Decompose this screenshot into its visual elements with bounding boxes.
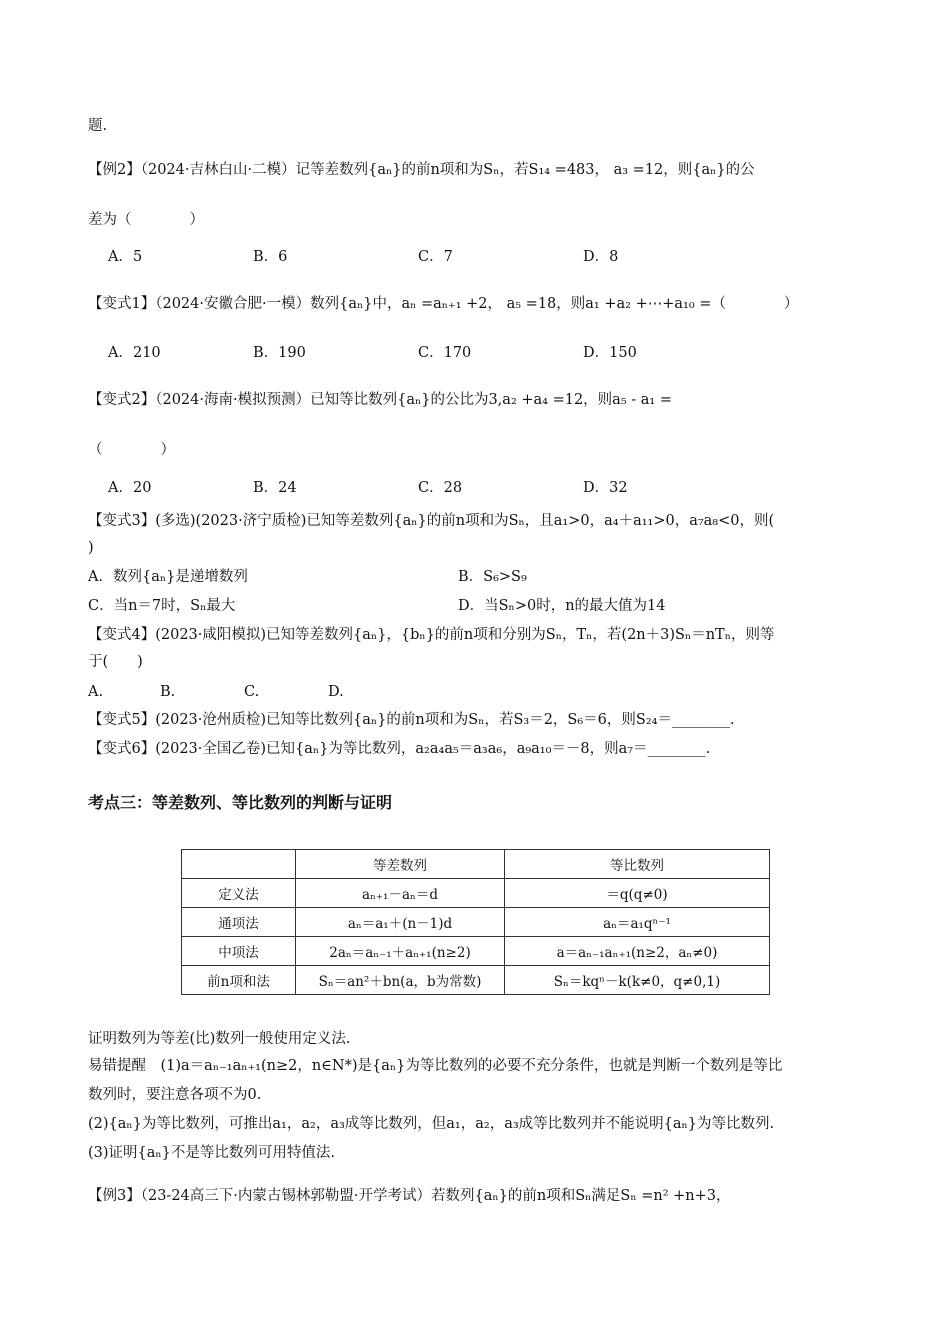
table-cell: Sₙ＝kqⁿ－k(k≠0，q≠0,1) (505, 966, 770, 995)
option-d: D．8 (583, 249, 619, 265)
table-header-cell: 等比数列 (505, 850, 770, 879)
option-b: B．S₆>S₉ (458, 569, 527, 585)
table-cell: aₙ₊₁－aₙ＝d (296, 879, 505, 908)
option-b: B．190 (253, 345, 306, 361)
option-d: D. (328, 684, 344, 700)
option-c: C. (244, 684, 260, 700)
note-line: 易错提醒 (1)a＝aₙ₋₁aₙ₊₁(n≥2，n∈N*)是{aₙ}为等比数列的必要不充分条件，也就是判断一个数列是等比 (88, 1058, 783, 1074)
table-header-cell (182, 850, 296, 879)
option-c: C．当n＝7时，Sₙ最大 (88, 598, 236, 614)
variant-5-question: 【变式5】(2023·沧州质检)已知等比数列{aₙ}的前n项和为Sₙ，若S₃＝2，S₆＝6，则S₂₄＝________. (88, 712, 735, 728)
option-a: A. (88, 684, 104, 700)
table-header-cell: 等差数列 (296, 850, 505, 879)
option-b: B．24 (253, 480, 297, 496)
option-b: B．6 (253, 249, 288, 265)
option-a: A．20 (108, 480, 152, 496)
table-cell: ＝q(q≠0) (505, 879, 770, 908)
variant-4-question-cont: 于( ) (88, 654, 143, 670)
table-cell: a＝aₙ₋₁aₙ₊₁(n≥2，aₙ≠0) (505, 937, 770, 966)
text-line: 题. (88, 118, 108, 134)
option-a: A．5 (108, 249, 143, 265)
section-title: 考点三：等差数列、等比数列的判断与证明 (88, 793, 393, 812)
variant-2-question: 【变式2】（2024·海南·模拟预测）已知等比数列{aₙ}的公比为3,a₂ +a₄ =12，则a₅ - a₁ = (88, 392, 672, 408)
table-cell: 2aₙ＝aₙ₋₁＋aₙ₊₁(n≥2) (296, 937, 505, 966)
variant-1-question: 【变式1】（2024·安徽合肥·一模）数列{aₙ}中，aₙ =aₙ₊₁ +2， a₅ =18，则a₁ +a₂ +⋯+a₁₀ =（ ） (88, 296, 799, 312)
table-cell: 定义法 (182, 879, 296, 908)
option-c: C．28 (418, 480, 463, 496)
option-b: B. (160, 684, 176, 700)
table-cell: aₙ＝a₁＋(n－1)d (296, 908, 505, 937)
table-row (182, 879, 770, 908)
variant-3-question: 【变式3】(多选)(2023·济宁质检)已知等差数列{aₙ}的前n项和为Sₙ，且a₁>0，a₄＋a₁₁>0，a₇a₈<0，则( (88, 513, 775, 529)
option-d: D．32 (583, 480, 628, 496)
option-a: A．数列{aₙ}是递增数列 (88, 569, 248, 585)
option-d: D．150 (583, 345, 637, 361)
note-line: 数列时，要注意各项不为0. (88, 1087, 262, 1103)
option-a: A．210 (108, 345, 161, 361)
table-cell: aₙ＝a₁qⁿ⁻¹ (505, 908, 770, 937)
table-cell: Sₙ＝an²＋bn(a，b为常数) (296, 966, 505, 995)
variant-4-question: 【变式4】(2023·咸阳模拟)已知等差数列{aₙ}，{bₙ}的前n项和分别为Sₙ，Tₙ，若(2n＋3)Sₙ＝nTₙ，则等 (88, 627, 775, 643)
example-2-question-cont: 差为（ ） (88, 212, 204, 228)
note-line: 证明数列为等差(比)数列一般使用定义法. (88, 1031, 351, 1047)
option-d: D．当Sₙ>0时，n的最大值为14 (458, 598, 666, 614)
option-c: C．7 (418, 249, 453, 265)
note-line: (2){aₙ}为等比数列，可推出a₁，a₂，a₃成等比数列，但a₁，a₂，a₃成等比数列并不能说明{aₙ}为等比数列. (88, 1116, 775, 1132)
variant-3-question-cont: ) (88, 540, 94, 556)
option-c: C．170 (418, 345, 472, 361)
example-3-question: 【例3】（23-24高三下·内蒙古锡林郭勒盟·开学考试）若数列{aₙ}的前n项和Sₙ满足Sₙ =n² +n+3， (88, 1188, 731, 1204)
table-cell: 通项法 (182, 908, 296, 937)
table-cell: 中项法 (182, 937, 296, 966)
note-line: (3)证明{aₙ}不是等比数列可用特值法. (88, 1145, 336, 1161)
variant-6-question: 【变式6】(2023·全国乙卷)已知{aₙ}为等比数列，a₂a₄a₅＝a₃a₆，a₉a₁₀＝－8，则a₇＝________. (88, 741, 711, 757)
table-header-row (182, 850, 770, 879)
table-row (182, 908, 770, 937)
example-2-question: 【例2】（2024·吉林白山·二模）记等差数列{aₙ}的前n项和为Sₙ，若S₁₄ =483， a₃ =12，则{aₙ}的公 (88, 162, 755, 178)
comparison-table (181, 849, 770, 995)
table-row (182, 937, 770, 966)
variant-2-question-cont: （ ） (88, 442, 175, 458)
table-cell: 前n项和法 (182, 966, 296, 995)
table-row (182, 966, 770, 995)
